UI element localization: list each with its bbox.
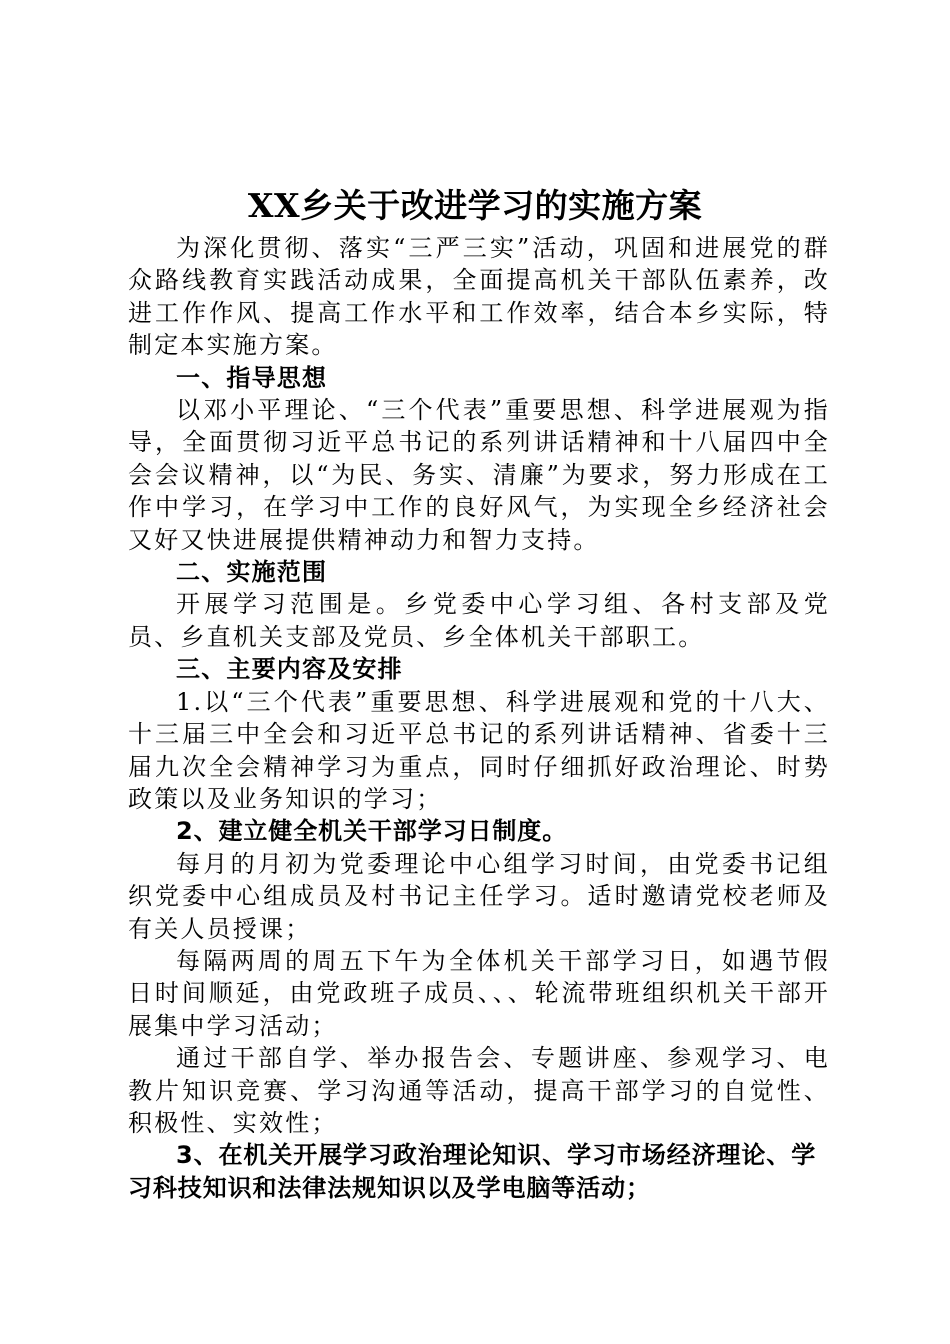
document-title: XX乡关于改进学习的实施方案: [247, 186, 703, 225]
content-item-2-heading: 2、建立健全机关干部学习日制度。: [176, 817, 568, 846]
content-item-2-paragraph-3: 通过干部自学、举办报告会、专题讲座、参观学习、电教片知识竞赛、学习沟通等活动，提高干部学习的自觉性、积极性、实效性；: [128, 1044, 830, 1137]
section-heading-scope: 二、实施范围: [176, 558, 328, 587]
section-text-guiding-thought: 以邓小平理论、“三个代表”重要思想、科学进展观为指导，全面贯彻习近平总书记的系列讲话精神和十八届四中全会会议精神，以“为民、务实、清廉”为要求，努力形成在工作中学习，在学习中工作的良好风气，为实现全乡经济社会又好又快进展提供精神动力和智力支持。: [128, 396, 830, 554]
content-item-2-paragraph-2: 每隔两周的周五下午为全体机关干部学习日，如遇节假日时间顺延，由党政班子成员、、、轮流带班组织机关干部开展集中学习活动；: [128, 946, 830, 1040]
content-item-3: 3、在机关开展学习政治理论知识、学习市场经济理论、学习科技知识和法律法规知识以及学电脑等活动；: [128, 1141, 817, 1202]
section-heading-content: 三、主要内容及安排: [176, 655, 403, 684]
intro-paragraph: 为深化贯彻、落实“三严三实”活动，巩固和进展党的群众路线教育实践活动成果，全面提高机关干部队伍素养，改进工作作风、提高工作水平和工作效率，结合本乡实际，特制定本实施方案。: [128, 234, 830, 360]
content-item-1: 1.以“三个代表”重要思想、科学进展观和党的十八大、十三届三中全会和习近平总书记的系列讲话精神、省委十三届九次全会精神学习为重点，同时仔细抓好政治理论、时势政策以及业务知识的学习；: [128, 687, 830, 813]
section-text-scope: 开展学习范围是。乡党委中心学习组、各村支部及党员、乡直机关支部及党员、乡全体机关干部职工。: [128, 590, 830, 651]
section-heading-guiding-thought: 一、指导思想: [176, 363, 328, 392]
document-body: [128, 232, 830, 1204]
content-item-2-paragraph-1: 每月的月初为党委理论中心组学习时间，由党委书记组织党委中心组成员及村书记主任学习。适时邀请党校老师及有关人员授课；: [128, 849, 830, 943]
